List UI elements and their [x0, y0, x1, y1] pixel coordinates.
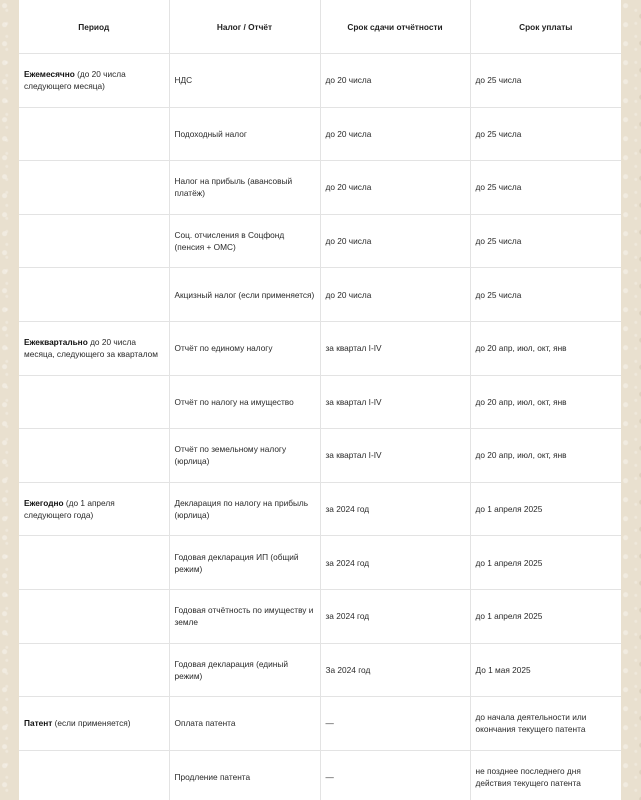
- period-cell: [19, 214, 169, 268]
- tax-cell: Годовая отчётность по имуществу и земле: [169, 589, 320, 643]
- period-cell: [19, 589, 169, 643]
- table-row: [19, 697, 621, 751]
- period-name: Патент: [24, 718, 53, 729]
- tax-cell: Годовая декларация ИП (общий режим): [169, 536, 320, 590]
- table-row: [19, 54, 621, 108]
- report-deadline-cell: до 20 числа: [320, 214, 470, 268]
- period-name: Ежемесячно: [24, 69, 75, 80]
- table-row: [19, 536, 621, 590]
- period-cell: [19, 643, 169, 697]
- tax-cell: Декларация по налогу на прибыль (юрлица): [169, 482, 320, 536]
- period-name: Ежеквартально: [24, 337, 88, 348]
- tax-deadlines-table: [19, 0, 621, 800]
- tax-cell: Отчёт по налогу на имущество: [169, 375, 320, 429]
- report-deadline-cell: до 20 числа: [320, 107, 470, 161]
- payment-deadline-cell: до 1 апреля 2025: [470, 482, 621, 536]
- period-name: Ежегодно: [24, 498, 64, 509]
- tax-cell: Соц. отчисления в Соцфонд (пенсия + ОМС): [169, 214, 320, 268]
- period-cell: [19, 750, 169, 800]
- period-cell: [19, 107, 169, 161]
- report-deadline-cell: за квартал I-IV: [320, 429, 470, 483]
- payment-deadline-cell: до 20 апр, июл, окт, янв: [470, 375, 621, 429]
- table-header-row: [19, 0, 621, 54]
- tax-cell: Налог на прибыль (авансовый платёж): [169, 161, 320, 215]
- table-row: [19, 321, 621, 375]
- report-deadline-cell: —: [320, 750, 470, 800]
- table-row: [19, 482, 621, 536]
- header-payment-deadline: Срок уплаты: [470, 0, 621, 54]
- period-cell: [19, 54, 169, 108]
- tax-cell: Отчёт по земельному налогу (юрлица): [169, 429, 320, 483]
- period-cell: [19, 321, 169, 375]
- payment-deadline-cell: до 20 апр, июл, окт, янв: [470, 321, 621, 375]
- table-row: [19, 643, 621, 697]
- payment-deadline-cell: До 1 мая 2025: [470, 643, 621, 697]
- period-note: до 20 числа месяца, следующего за кварталом: [24, 337, 158, 360]
- payment-deadline-cell: до 1 апреля 2025: [470, 536, 621, 590]
- period-cell: [19, 375, 169, 429]
- report-deadline-cell: за квартал I-IV: [320, 321, 470, 375]
- header-period: Период: [19, 0, 169, 54]
- table-row: [19, 375, 621, 429]
- payment-deadline-cell: до 25 числа: [470, 268, 621, 322]
- header-report-deadline: Срок сдачи отчётности: [320, 0, 470, 54]
- tax-cell: Годовая декларация (единый режим): [169, 643, 320, 697]
- period-note: (до 1 апреля следующего года): [24, 498, 115, 521]
- tax-calendar-sheet: [19, 0, 621, 800]
- table-row: [19, 589, 621, 643]
- period-cell: [19, 161, 169, 215]
- report-deadline-cell: до 20 числа: [320, 54, 470, 108]
- payment-deadline-cell: не позднее последнего дня действия текущего патента: [470, 750, 621, 800]
- payment-deadline-cell: до 25 числа: [470, 214, 621, 268]
- report-deadline-cell: до 20 числа: [320, 161, 470, 215]
- payment-deadline-cell: до 20 апр, июл, окт, янв: [470, 429, 621, 483]
- period-cell: [19, 697, 169, 751]
- period-cell: [19, 429, 169, 483]
- table-row: [19, 750, 621, 800]
- table-row: [19, 107, 621, 161]
- tax-cell: Оплата патента: [169, 697, 320, 751]
- table-row: [19, 429, 621, 483]
- report-deadline-cell: За 2024 год: [320, 643, 470, 697]
- period-note: (до 20 числа следующего месяца): [24, 69, 126, 92]
- tax-cell: Продление патента: [169, 750, 320, 800]
- tax-cell: Отчёт по единому налогу: [169, 321, 320, 375]
- report-deadline-cell: до 20 числа: [320, 268, 470, 322]
- tax-cell: НДС: [169, 54, 320, 108]
- report-deadline-cell: —: [320, 697, 470, 751]
- period-cell: [19, 482, 169, 536]
- table-row: [19, 214, 621, 268]
- period-note: (если применяется): [52, 718, 131, 729]
- tax-cell: Акцизный налог (если применяется): [169, 268, 320, 322]
- payment-deadline-cell: до 25 числа: [470, 107, 621, 161]
- report-deadline-cell: за 2024 год: [320, 482, 470, 536]
- tax-cell: Подоходный налог: [169, 107, 320, 161]
- report-deadline-cell: за 2024 год: [320, 589, 470, 643]
- period-cell: [19, 536, 169, 590]
- report-deadline-cell: за квартал I-IV: [320, 375, 470, 429]
- payment-deadline-cell: до 25 числа: [470, 54, 621, 108]
- table-row: [19, 161, 621, 215]
- payment-deadline-cell: до 1 апреля 2025: [470, 589, 621, 643]
- report-deadline-cell: за 2024 год: [320, 536, 470, 590]
- period-cell: [19, 268, 169, 322]
- payment-deadline-cell: до 25 числа: [470, 161, 621, 215]
- payment-deadline-cell: до начала деятельности или окончания текущего патента: [470, 697, 621, 751]
- header-tax-report: Налог / Отчёт: [169, 0, 320, 54]
- table-row: [19, 268, 621, 322]
